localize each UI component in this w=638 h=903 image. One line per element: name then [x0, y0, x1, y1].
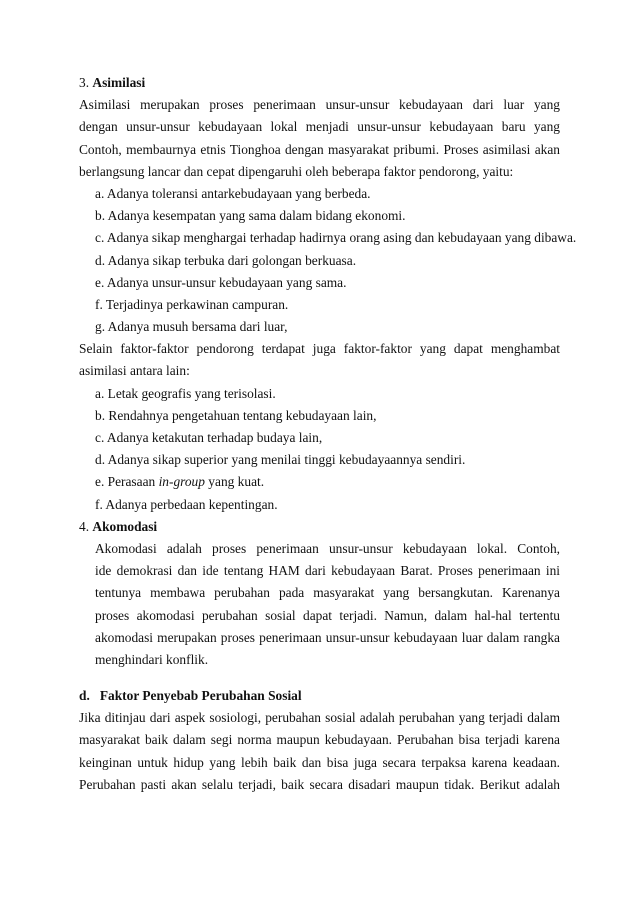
paragraph-line: tentunya membawa perubahan pada masyarakat yang bersangkutan. Karenanya	[95, 585, 560, 601]
paragraph-line: akomodasi merupakan proses penerimaan unsur-unsur kebudayaan luar dalam rangka	[95, 629, 560, 645]
list-item: c. Adanya sikap menghargai terhadap hadirnya orang asing dan kebudayaan yang dibawa.	[95, 230, 577, 246]
paragraph-line: berlangsung lancar dan cepat dipengaruhi oleh beberapa faktor pendorong, yaitu:	[79, 163, 514, 179]
paragraph-line: ide demokrasi dan ide tentang HAM dari kebudayaan Barat. Proses penerimaan ini	[95, 563, 560, 579]
list-item	[79, 471, 560, 493]
heading-title: Akomodasi	[92, 518, 158, 534]
list-item-text: e. Perasaan	[95, 474, 159, 490]
list-item: b. Rendahnya pengetahuan tentang kebudayaan lain,	[95, 407, 377, 423]
paragraph-line: Jika ditinjau dari aspek sosiologi, perubahan sosial adalah perubahan yang terjadi dalam	[79, 710, 560, 726]
paragraph-line: dengan unsur-unsur kebudayaan lokal menjadi unsur-unsur kebudayaan baru yang	[79, 119, 560, 135]
paragraph-line: keinginan untuk hidup yang lebih baik dan bisa juga secara terpaksa karena keadaan.	[79, 754, 560, 770]
paragraph-line: Asimilasi merupakan proses penerimaan unsur-unsur kebudayaan dari luar yang	[79, 97, 560, 113]
paragraph-line: asimilasi antara lain:	[79, 363, 190, 379]
list-item: f. Terjadinya perkawinan campuran.	[95, 296, 289, 312]
section-heading-faktor: d. Faktor Penyebab Perubahan Sosial	[79, 688, 302, 704]
paragraph-line: menghindari konflik.	[95, 651, 209, 667]
list-item: d. Adanya sikap superior yang menilai tinggi kebudayaannya sendiri.	[95, 452, 466, 468]
paragraph-line: Akomodasi adalah proses penerimaan unsur-unsur kebudayaan lokal. Contoh,	[95, 540, 560, 556]
section-heading-akomodasi	[79, 516, 560, 538]
list-item: g. Adanya musuh bersama dari luar,	[95, 319, 288, 335]
italic-term: in-group	[158, 474, 205, 490]
list-item: a. Adanya toleransi antarkebudayaan yang berbeda.	[95, 185, 371, 201]
list-item: e. Adanya unsur-unsur kebudayaan yang sama.	[95, 274, 347, 290]
heading-number: 3.	[79, 75, 90, 90]
section-heading-asimilasi	[79, 72, 560, 94]
paragraph-line: Perubahan pasti akan selalu terjadi, baik secara disadari maupun tidak. Berikut adalah	[79, 776, 560, 792]
paragraph-line: Selain faktor-faktor pendorong terdapat juga faktor-faktor yang dapat menghambat	[79, 341, 560, 357]
list-item: c. Adanya ketakutan terhadap budaya lain,	[95, 430, 323, 445]
list-item: f. Adanya perbedaan kepentingan.	[95, 496, 278, 512]
list-item-text: yang kuat.	[204, 474, 265, 490]
list-item: d. Adanya sikap terbuka dari golongan berkuasa.	[95, 252, 357, 268]
document-page	[79, 72, 577, 796]
heading-title: Asimilasi	[92, 75, 146, 90]
list-item: a. Letak geografis yang terisolasi.	[95, 385, 276, 401]
list-item: b. Adanya kesempatan yang sama dalam bidang ekonomi.	[95, 208, 406, 224]
heading-number: 4.	[79, 518, 90, 534]
paragraph-line: masyarakat baik dalam segi norma maupun kebudayaan. Perubahan bisa terjadi karena	[79, 732, 560, 748]
paragraph-line: proses akomodasi perubahan sosial dapat terjadi. Namun, dalam hal-hal tertentu	[95, 607, 560, 623]
paragraph-line: Contoh, membaurnya etnis Tionghoa dengan masyarakat pribumi. Proses asimilasi akan	[79, 141, 560, 157]
section-spacer	[79, 671, 560, 685]
